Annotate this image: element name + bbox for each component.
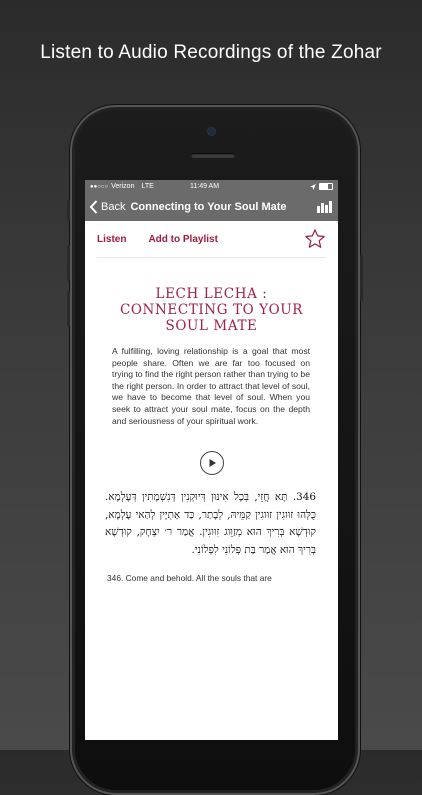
navigation-bar: [85, 193, 338, 221]
add-to-playlist-button[interactable]: Add to Playlist: [148, 233, 218, 245]
battery-icon: [319, 183, 333, 190]
clock: 11:49 AM: [190, 183, 220, 190]
back-label: Back: [101, 201, 126, 213]
headline: Listen to Audio Recordings of the Zohar: [40, 42, 382, 63]
chevron-left-icon: [89, 200, 98, 214]
carrier-label: Verizon: [111, 183, 135, 190]
title-line-2: CONNECTING TO YOUR: [119, 302, 304, 318]
phone-power-button: [360, 255, 363, 301]
status-bar: [85, 180, 338, 193]
signal-dots: ●●○○○: [90, 183, 109, 190]
phone-volume-down: [67, 291, 70, 327]
action-bar: [85, 221, 338, 257]
star-icon[interactable]: [304, 228, 326, 250]
play-icon: [207, 458, 217, 468]
app-screen: [85, 180, 338, 740]
earpiece-speaker: [191, 153, 235, 158]
listen-button[interactable]: Listen: [97, 233, 127, 245]
phone-frame: [70, 105, 360, 795]
title-line-3: SOUL MATE: [165, 318, 258, 334]
translation-text: 346. Come and behold. All the souls that are: [107, 573, 272, 584]
article-title: [85, 286, 338, 334]
back-button[interactable]: [89, 200, 125, 214]
play-button[interactable]: [200, 451, 224, 475]
location-arrow-icon: [310, 184, 316, 190]
bar-chart-icon[interactable]: [317, 201, 332, 213]
title-line-1: LECH LECHA :: [155, 286, 268, 302]
phone-side-button: [67, 200, 70, 220]
aramaic-text: 346. תָּא חֲזֵי, בְּכָל אִינּוּן דְּיוּקְנִין דְּנִשְׁמָתִין דְּעָלְמָא. כֻּלְּהוּ זוּוגִין זוּוגִין קַמֵּיהּ, לְבָתַר, כַּד אַתְיָין לְהַאי עָלְמָא, קוּדְשָׁא בְּרִיךְ הוּא מְזַוֵּוג זִוּוגִין. אֲמַר ר׳ יִצְחָק, קוּדְשָׁא בְּרִיךְ הוּא אֲמַר בַּת פְּלוֹנִי לִפְלוֹנִי.: [105, 491, 316, 556]
front-camera: [208, 128, 215, 135]
article-intro: A fulfilling, loving relationship is a goal that most people share. Often we are far too focused on trying to find the right person rather than trying to be the right person. In order to attract that level of soul, we have to become that level of soul. When you seek to attract your soul mate, focus on the depth and seriousness of your spiritual work.: [112, 346, 310, 426]
nav-title: Connecting to Your Soul Mate: [130, 201, 287, 213]
phone-volume-up: [67, 245, 70, 281]
divider: [97, 257, 326, 258]
network-label: LTE: [141, 183, 154, 190]
